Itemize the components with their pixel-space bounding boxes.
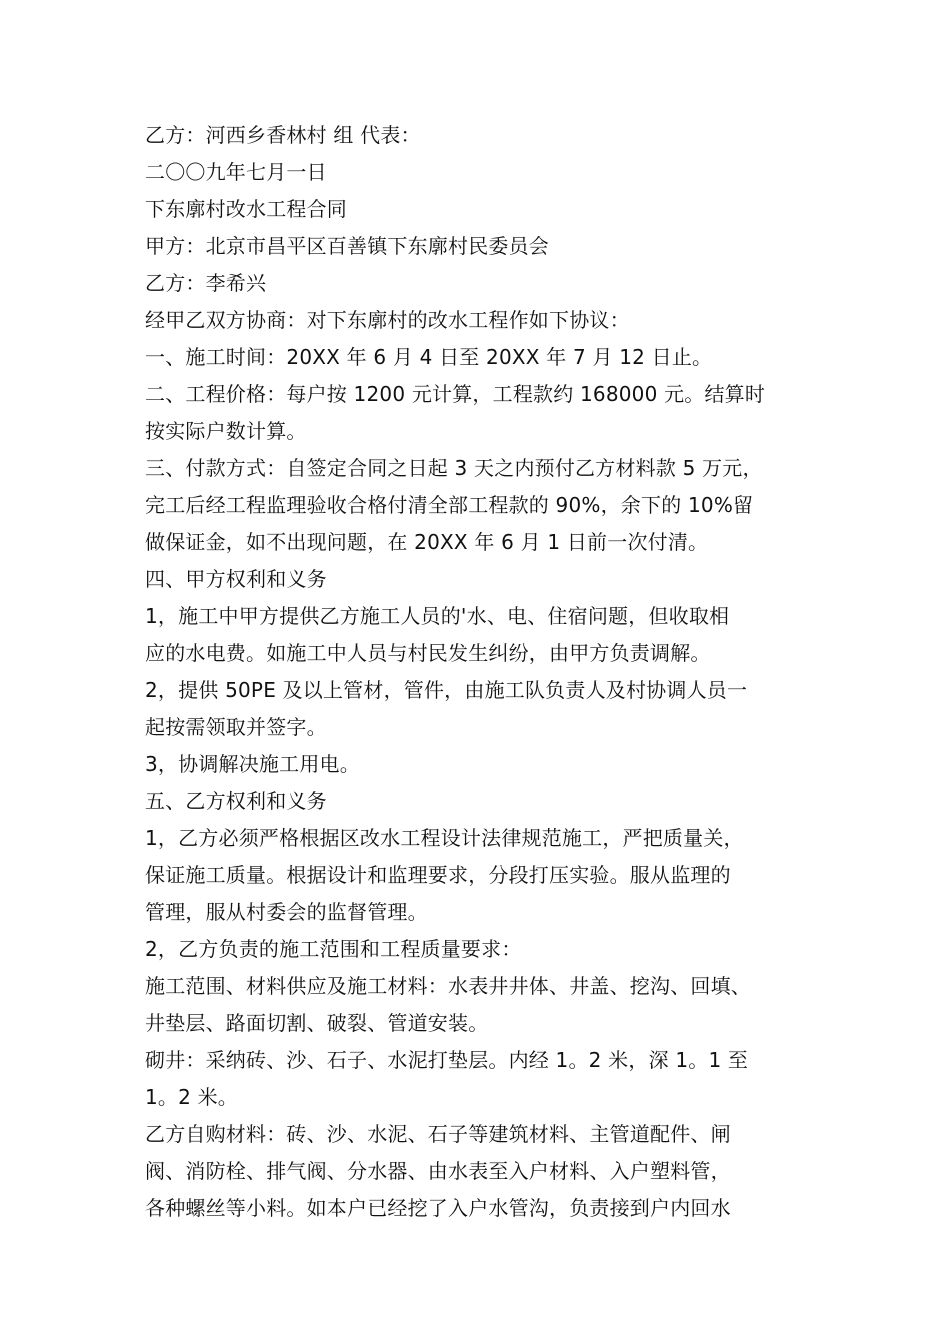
text-line-preamble: 经甲乙双方协商：对下东廓村的改水工程作如下协议：	[145, 308, 630, 332]
self-purchased-materials-cont-2: 各种螺丝等小料。如本户已经挖了入户水管沟，负责接到户内回水	[145, 1196, 731, 1220]
party-b-item-1: 1，乙方必须严格根据区改水工程设计法律规范施工，严把质量关，	[145, 826, 744, 850]
text-line-party-b: 乙方：李希兴	[145, 271, 267, 295]
party-a-item-2: 2，提供 50PE 及以上管材，管件，由施工队负责人及村协调人员一	[145, 678, 748, 702]
section-heading-party-a: 四、甲方权利和义务	[145, 567, 327, 591]
clause-payment-cont-2: 做保证金，如不出现问题，在 20XX 年 6 月 1 日前一次付清。	[145, 530, 709, 554]
text-line-party-b-rep: 乙方：河西乡香林村 组 代表：	[145, 123, 421, 147]
construction-scope-cont: 井垫层、路面切割、破裂、管道安装。	[145, 1011, 489, 1035]
well-building-cont: 1。2 米。	[145, 1085, 239, 1109]
contract-title: 下东廓村改水工程合同	[145, 197, 347, 221]
party-a-item-1-cont: 应的水电费。如施工中人员与村民发生纠纷，由甲方负责调解。	[145, 641, 711, 665]
self-purchased-materials-cont-1: 阀、消防栓、排气阀、分水器、由水表至入户材料、入户塑料管，	[145, 1159, 731, 1183]
section-heading-party-b: 五、乙方权利和义务	[145, 789, 327, 813]
self-purchased-materials: 乙方自购材料：砖、沙、水泥、石子等建筑材料、主管道配件、闸	[145, 1122, 731, 1146]
party-b-item-2: 2，乙方负责的施工范围和工程质量要求：	[145, 937, 522, 961]
party-a-item-2-cont: 起按需领取并签字。	[145, 715, 327, 739]
clause-construction-time: 一、施工时间：20XX 年 6 月 4 日至 20XX 年 7 月 12 日止。	[145, 345, 713, 369]
text-line-date: 二〇〇九年七月一日	[145, 160, 327, 184]
well-building: 砌井：采纳砖、沙、石子、水泥打垫层。内经 1。2 米，深 1。1 至	[145, 1048, 749, 1072]
construction-scope: 施工范围、材料供应及施工材料：水表井井体、井盖、挖沟、回填、	[145, 974, 751, 998]
clause-price: 二、工程价格：每户按 1200 元计算，工程款约 168000 元。结算时	[145, 382, 766, 406]
party-b-item-1-cont-2: 管理，服从村委会的监督管理。	[145, 900, 428, 924]
document-body	[145, 117, 835, 1227]
clause-payment: 三、付款方式：自签定合同之日起 3 天之内预付乙方材料款 5 万元，	[145, 456, 763, 480]
clause-payment-cont-1: 完工后经工程监理验收合格付清全部工程款的 90%，余下的 10%留	[145, 493, 754, 517]
party-a-item-3: 3，协调解决施工用电。	[145, 752, 360, 776]
clause-price-cont: 按实际户数计算。	[145, 419, 307, 443]
party-a-item-1: 1，施工中甲方提供乙方施工人员的'水、电、住宿问题，但收取相	[145, 604, 730, 628]
text-line-party-a: 甲方：北京市昌平区百善镇下东廓村民委员会	[145, 234, 549, 258]
party-b-item-1-cont-1: 保证施工质量。根据设计和监理要求，分段打压实验。服从监理的	[145, 863, 731, 887]
